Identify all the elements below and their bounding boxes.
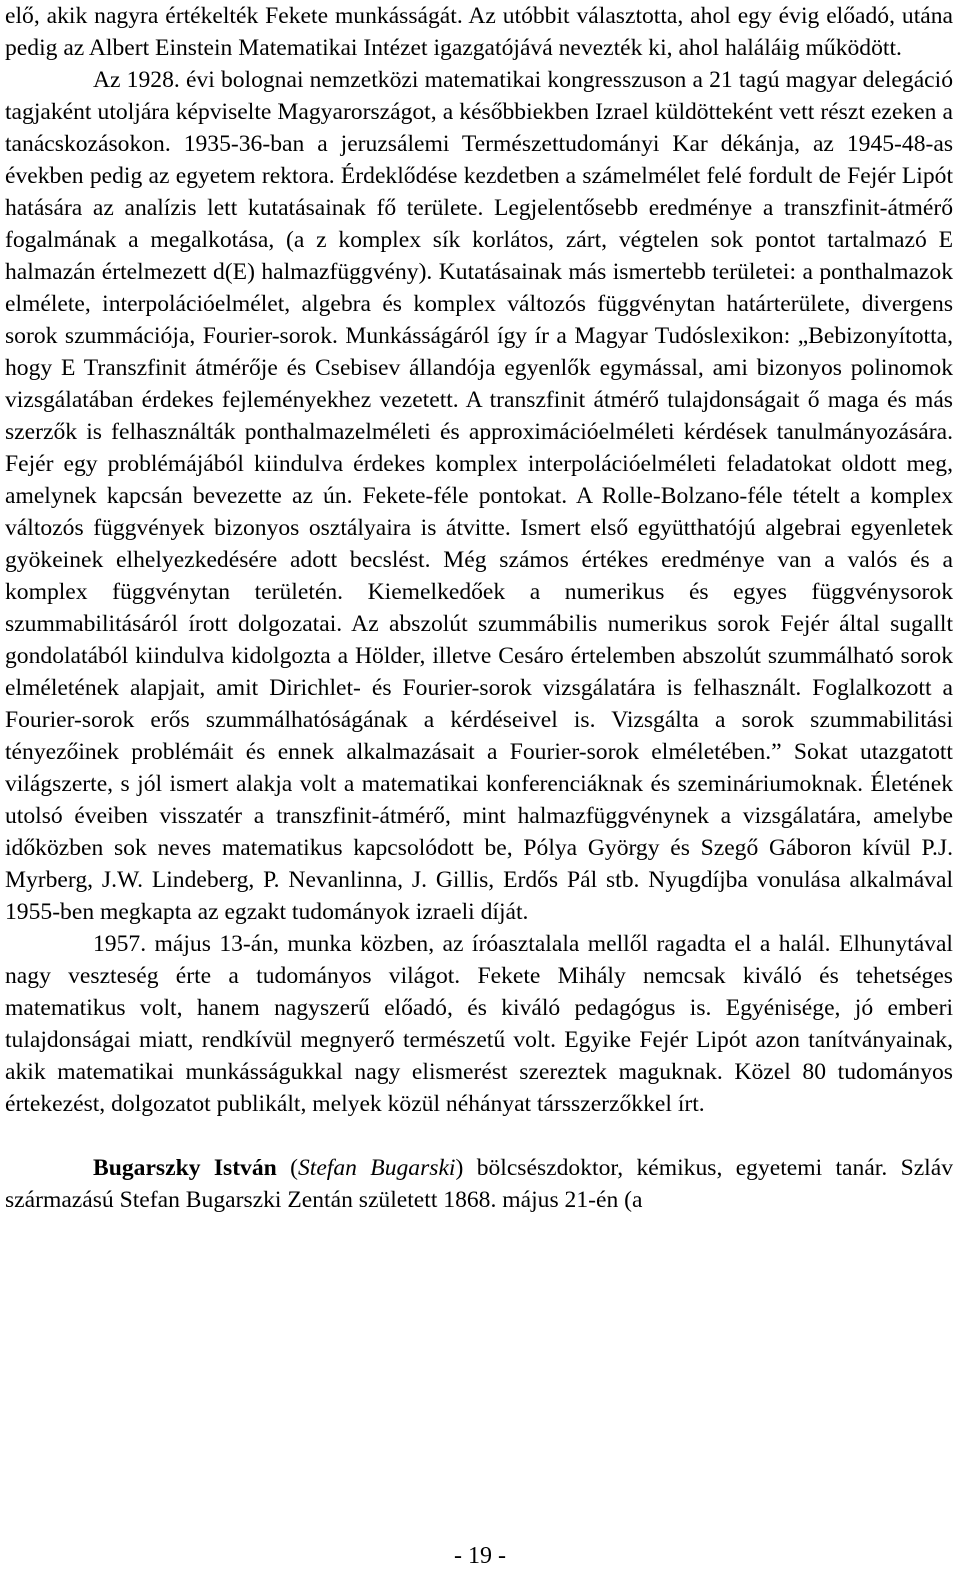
paragraph-bugarszky-text: ) bölcsészdoktor, kémikus, egyetemi tanár. Szláv származású Stefan Bugarszki Zentán született 1868. május 21-én (a (5, 1155, 953, 1213)
paragraph-spacer (5, 1120, 953, 1152)
page-number: - 19 - (454, 1543, 506, 1569)
paragraph-fekete-death: 1957. május 13-án, munka közben, az íróasztalala mellől ragadta el a halál. Elhunytával nagy veszteség érte a tudományos világot. Fekete Mihály nemcsak kiváló és tehetséges matematikus volt, hanem nagyszerű előadó, és kiváló pedagógus is. Egyénisége, jó emberi tulajdonságai miatt, rendkívül megnyerő természetű volt. Egyike Fejér Lipót azon tanítványainak, akik matematikai munkásságukkal nagy elismerést szereztek maguknak. Közel 80 tudományos értekezést, dolgozatot publikált, melyek közül néhányat társszerzőkkel írt. (5, 931, 953, 1117)
person-name-bold: Bugarszky István (93, 1155, 277, 1181)
paragraph-bugarszky (5, 1152, 953, 1216)
document-page (5, 0, 953, 1216)
person-alt-name-italic: Stefan Bugarski (297, 1155, 456, 1181)
paragraph-continued: elő, akik nagyra értékelték Fekete munkásságát. Az utóbbit választotta, ahol egy évig előadó, utána pedig az Albert Einstein Matematikai Intézet igazgatójává nevezték ki, ahol haláláig működött. (5, 3, 953, 61)
paragraph-fekete-career: Az 1928. évi bolognai nemzetközi matematikai kongresszuson a 21 tagú magyar delegáció tagjaként utoljára képviselte Magyarországot, a későbbiekben Izrael küldötteként vett részt ezeken a tanácskozásokon. 1935-36-ban a jeruzsálemi Természettudományi Kar dékánja, az 1945-48-as években pedig az egyetem rektora. Érdeklődése kezdetben a számelmélet felé fordult de Fejér Lipót hatására az analízis lett kutatásainak fő területe. Legjelentősebb eredménye a transzfinit-átmérő fogalmának a megalkotása, (a z komplex sík korlátos, zárt, végtelen sok pontot tartalmazó E halmazán értelmezett d(E) halmazfüggvény). Kutatásainak más ismertebb területei: a ponthalmazok elmélete, interpolációelmélet, algebra és komplex változós függvénytan határterülete, divergens sorok szummációja, Fourier-sorok. Munkásságáról így ír a Magyar Tudóslexikon: „Bebizonyította, hogy E Transzfinit átmérője és Csebisev állandója egyenlők egymással, ami bizonyos polinomok vizsgálatában érdekes fejleményekhez vezetett. A transzfinit átmérő tulajdonságait ő maga és más szerzők is felhasználták ponthalmazelméleti és approximációelméleti kérdések tanulmányozására. Fejér egy problémájából kiindulva érdekes komplex interpolációelméleti feladatokat oldott meg, amelynek kapcsán bevezette az ún. Fekete-féle pontokat. A Rolle-Bolzano-féle tételt a komplex változós függvények bizonyos osztályaira is átvitte. Ismert első együtthatójú algebrai egyenletek gyökeinek elhelyezkedésére adott becslést. Még számos értékes eredménye van a valós és a komplex függvénytan területén. Kiemelkedőek a numerikus és egyes függvénysorok szummabilitásáról írott dolgozatai. Az abszolút szummábilis numerikus sorok Fejér által sugallt gondolatából kiindulva kidolgozta a Hölder, illetve Cesáro értelemben abszolút szummálható sorok elméletének alapjait, amit Dirichlet- és Fourier-sorok vizsgálatára is felhasznált. Foglalkozott a Fourier-sorok erős szummálhatóságának a kérdéseivel is. Vizsgálta a sorok szummabilitási tényezőinek problémáit és ennek alkalmazásait a Fourier-sorok elméletében.” Sokat utazgatott világszerte, s jól ismert alakja volt a matematikai konferenciáknak és szemináriumoknak. Életének utolsó éveiben visszatér a transzfinit-átmérő, mint halmazfüggvénynek a vizsgálatára, amelybe időközben sok neves matematikus kapcsolódott be, Pólya György és Szegő Gáboron kívül P.J. Myrberg, J.W. Lindeberg, P. Nevanlinna, J. Gillis, Erdős Pál stb. Nyugdíjba vonulása alkalmával 1955-ben megkapta az egzakt tudományok izraeli díját. (5, 67, 953, 925)
paren-open: ( (276, 1155, 298, 1181)
